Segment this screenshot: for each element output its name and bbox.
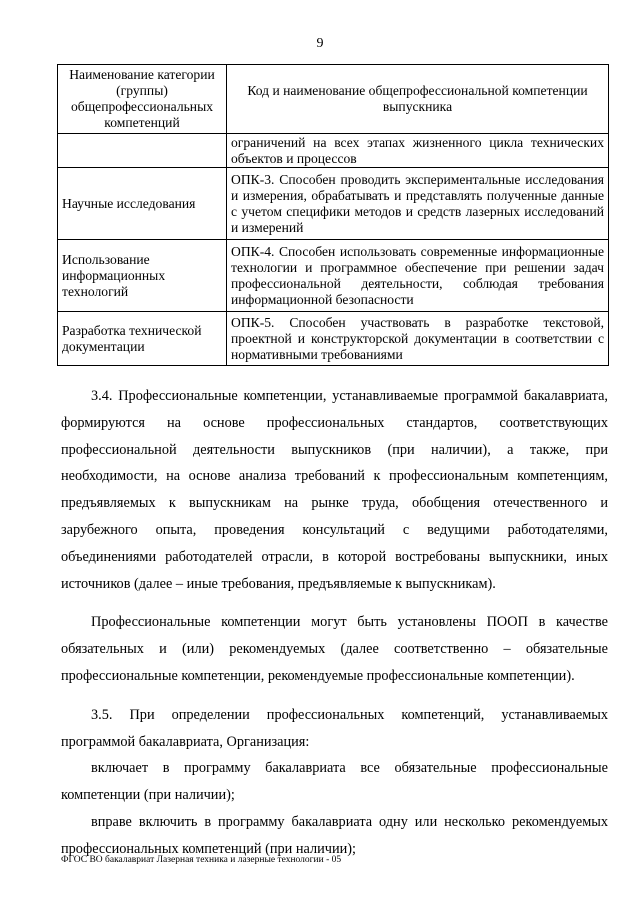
table-header-row bbox=[58, 65, 609, 134]
competence-cell: ОПК-4. Способен использовать современные информационные технологии и программное обеспечение при решении задач профессиональной деятельности, соблюдая требования информационной безопасности bbox=[227, 240, 609, 312]
paragraph: включает в программу бакалавриата все обязательные профессиональные компетенции (при наличии); bbox=[61, 760, 608, 804]
table-row bbox=[58, 240, 609, 312]
table-row bbox=[58, 134, 609, 168]
paragraph: 3.4. Профессиональные компетенции, устанавливаемые программой бакалавриата, формируются на основе профессиональных стандартов, соответствующих профессиональной деятельности выпускников (при наличии), а также, при необходимости, на основе анализа требований к профессиональным компетенциям, предъявляемых к выпускникам на рынке труда, обобщения отечественного и зарубежного опыта, проведения консультаций с ведущими работодателями, объединениями работодателей отрасли, в которой востребованы выпускники, иных источников (далее – иные требования, предъявляемые к выпускникам). bbox=[61, 388, 608, 592]
page-number: 9 bbox=[316, 36, 324, 51]
competence-table bbox=[57, 64, 609, 366]
paragraph: 3.5. При определении профессиональных компетенций, устанавливаемых программой бакалавриата, Организация: bbox=[61, 706, 608, 750]
paragraph: Профессиональные компетенции могут быть установлены ПООП в качестве обязательных и (или) рекомендуемых (далее соответственно – обязательные профессиональные компетенции, рекомендуемые профессиональные компетенции). bbox=[61, 614, 608, 684]
table-row bbox=[58, 168, 609, 240]
table-row bbox=[58, 312, 609, 366]
category-cell: Использование информационных технологий bbox=[58, 240, 227, 312]
header-category: Наименование категории (группы) общепрофессиональных компетенций bbox=[58, 65, 227, 134]
category-cell bbox=[58, 134, 227, 168]
category-cell: Научные исследования bbox=[58, 168, 227, 240]
footer: ФГОС ВО бакалавриат Лазерная техника и лазерные технологии - 05 bbox=[61, 855, 342, 865]
competence-cell: ОПК-5. Способен участвовать в разработке текстовой, проектной и конструкторской документации в соответствии с нормативными требованиями bbox=[227, 312, 609, 366]
competence-cell: ОПК-3. Способен проводить экспериментальные исследования и измерения, обрабатывать и представлять полученные данные с учетом специфики методов и средств лазерных исследований и измерений bbox=[227, 168, 609, 240]
competence-cell: ограничений на всех этапах жизненного цикла технических объектов и процессов bbox=[227, 134, 609, 168]
category-cell: Разработка технической документации bbox=[58, 312, 227, 366]
paragraph: вправе включить в программу бакалавриата одну или несколько рекомендуемых профессиональных компетенций (при наличии); bbox=[61, 813, 608, 857]
body-text bbox=[61, 383, 608, 863]
header-competence: Код и наименование общепрофессиональной компетенции выпускника bbox=[227, 65, 609, 134]
